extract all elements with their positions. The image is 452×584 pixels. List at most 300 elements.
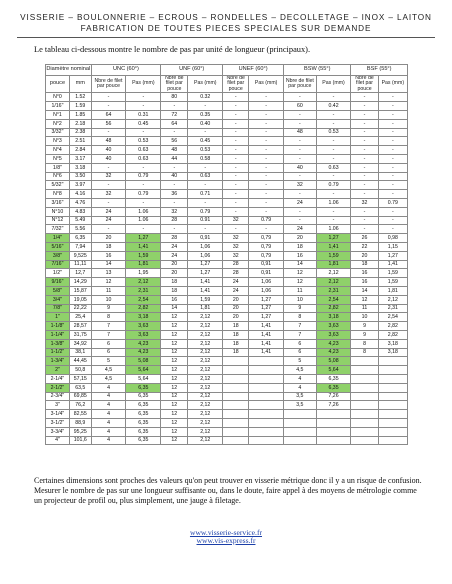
table-cell: 4 (91, 383, 126, 392)
header-unc-pas: Pas (mm) (126, 75, 161, 93)
table-cell: 4.83 (69, 207, 91, 216)
table-cell: - (284, 111, 317, 120)
table-cell: 1,41 (249, 348, 284, 357)
table-cell: 2,31 (316, 287, 351, 296)
table-cell: 28 (223, 260, 249, 269)
table-cell: - (223, 119, 249, 128)
table-cell: 25,4 (69, 313, 91, 322)
table-cell: - (284, 93, 317, 102)
table-row (46, 260, 408, 269)
table-cell: 0,91 (249, 269, 284, 278)
table-cell: 2,54 (378, 313, 407, 322)
table-cell: - (351, 181, 378, 190)
table-cell: 38,1 (69, 348, 91, 357)
table-cell: 4 (91, 418, 126, 427)
table-cell: 1/2" (46, 269, 70, 278)
table-cell: 4 (284, 383, 317, 392)
table-cell: - (223, 190, 249, 199)
table-cell: 101,6 (69, 436, 91, 445)
table-cell: 16 (351, 278, 378, 287)
table-cell: 12 (161, 401, 188, 410)
table-cell: - (249, 155, 284, 164)
table-row (46, 225, 408, 234)
table-cell: - (223, 163, 249, 172)
table-cell: 88,9 (69, 418, 91, 427)
table-cell: - (316, 207, 351, 216)
table-cell: - (316, 190, 351, 199)
table-cell: 12 (161, 366, 188, 375)
table-cell: 3.17 (69, 155, 91, 164)
table-cell: 1-1/4" (46, 331, 70, 340)
table-cell: - (378, 155, 407, 164)
table-cell: 4 (91, 392, 126, 401)
table-cell (249, 427, 284, 436)
table-cell: 5,64 (126, 366, 161, 375)
table-cell: 44,45 (69, 357, 91, 366)
table-row (46, 313, 408, 322)
table-cell (351, 401, 378, 410)
table-row (46, 234, 408, 243)
table-cell: - (91, 225, 126, 234)
table-cell: 3" (46, 401, 70, 410)
table-cell: - (378, 225, 407, 234)
table-cell: - (351, 102, 378, 111)
table-row (46, 111, 408, 120)
table-cell: 5,64 (316, 366, 351, 375)
table-cell: 12 (351, 295, 378, 304)
table-cell: - (316, 155, 351, 164)
table-cell: 28,57 (69, 322, 91, 331)
table-cell: - (161, 199, 188, 208)
table-cell (284, 418, 317, 427)
table-cell: 48 (284, 128, 317, 137)
table-cell: 12 (284, 269, 317, 278)
header-line-1: VISSERIE – BOULONNERIE – ECROUS – RONDELLES – DECOLLETAGE – INOX – LAITON (20, 13, 432, 22)
table-cell (223, 427, 249, 436)
table-cell: 0.79 (378, 199, 407, 208)
table-cell: 6 (91, 339, 126, 348)
table-cell: 1,59 (378, 269, 407, 278)
table-cell (284, 410, 317, 419)
table-cell: - (316, 93, 351, 102)
header-bsf-pas: Pas (mm) (378, 75, 407, 93)
table-cell: - (223, 155, 249, 164)
table-cell: 14 (91, 260, 126, 269)
table-cell: 64 (91, 111, 126, 120)
table-cell: 1.85 (69, 111, 91, 120)
table-cell: 9 (91, 304, 126, 313)
table-cell: 5/16" (46, 243, 70, 252)
table-cell: N°10 (46, 207, 70, 216)
table-cell: 1/4" (46, 234, 70, 243)
table-cell: 7 (284, 322, 317, 331)
table-cell: 1,27 (249, 304, 284, 313)
table-cell: 1,27 (126, 234, 161, 243)
table-cell (249, 374, 284, 383)
table-cell: - (249, 146, 284, 155)
table-cell: - (249, 93, 284, 102)
table-cell: 0,79 (249, 251, 284, 260)
table-cell: 1,59 (378, 278, 407, 287)
table-cell: 1,27 (188, 269, 223, 278)
table-row (46, 339, 408, 348)
table-cell: 10 (351, 313, 378, 322)
table-cell: 14 (351, 287, 378, 296)
table-cell: 2,12 (188, 374, 223, 383)
table-cell: 0,91 (249, 260, 284, 269)
table-cell: - (351, 216, 378, 225)
table-cell: 0.53 (126, 137, 161, 146)
table-cell (378, 427, 407, 436)
header-unef-pas: Pas (mm) (249, 75, 284, 93)
table-cell: 6,35 (126, 427, 161, 436)
table-cell: 8 (351, 348, 378, 357)
table-cell: - (188, 128, 223, 137)
table-cell: 18 (223, 339, 249, 348)
table-row (46, 102, 408, 111)
link-vis-express[interactable]: www.vis-express.fr (196, 536, 256, 545)
table-cell: - (351, 137, 378, 146)
table-cell (249, 357, 284, 366)
table-cell: N°1 (46, 111, 70, 120)
table-cell: 0.63 (316, 163, 351, 172)
table-cell: 64 (161, 119, 188, 128)
header-bsw-nbre: Nbre de filet par pouce (284, 75, 317, 93)
table-cell: 5/32" (46, 181, 70, 190)
table-cell: 3.18 (69, 163, 91, 172)
table-cell: 7,26 (316, 392, 351, 401)
table-cell (378, 401, 407, 410)
link-visserie-service[interactable]: www.visserie-service.fr (189, 528, 263, 537)
table-cell (378, 383, 407, 392)
table-cell: 20 (161, 260, 188, 269)
table-cell: 0.32 (188, 93, 223, 102)
table-cell: 8 (351, 339, 378, 348)
thread-pitch-table (45, 64, 408, 445)
table-cell: - (126, 199, 161, 208)
table-cell: - (378, 137, 407, 146)
table-cell: 19,05 (69, 295, 91, 304)
table-cell: 1,27 (249, 313, 284, 322)
table-cell: 6,35 (126, 383, 161, 392)
table-row (46, 383, 408, 392)
table-cell: 12 (161, 418, 188, 427)
table-cell: 1,95 (126, 269, 161, 278)
table-cell: - (91, 181, 126, 190)
table-cell: 4,23 (126, 339, 161, 348)
table-cell: 44 (161, 155, 188, 164)
table-cell: N°4 (46, 146, 70, 155)
table-cell: N°2 (46, 119, 70, 128)
table-cell: 9 (351, 331, 378, 340)
table-cell: 2,12 (188, 348, 223, 357)
table-cell: 1,41 (188, 278, 223, 287)
table-cell (249, 418, 284, 427)
table-cell: 1,59 (188, 295, 223, 304)
table-cell: 7 (91, 331, 126, 340)
table-cell: - (249, 119, 284, 128)
table-cell (351, 383, 378, 392)
table-cell (223, 410, 249, 419)
table-cell: - (249, 199, 284, 208)
table-cell: 18 (284, 243, 317, 252)
table-cell: - (249, 128, 284, 137)
table-cell: 2,12 (188, 418, 223, 427)
table-cell: 12 (161, 392, 188, 401)
table-cell (378, 418, 407, 427)
table-cell: - (351, 163, 378, 172)
header-unc: UNC (60°) (91, 65, 161, 76)
table-cell: 12 (91, 278, 126, 287)
table-cell: 56 (161, 137, 188, 146)
table-cell (351, 366, 378, 375)
table-cell: 2,12 (188, 339, 223, 348)
table-cell: 40 (91, 155, 126, 164)
table-cell: 3/16" (46, 199, 70, 208)
table-cell: 11 (284, 287, 317, 296)
table-cell: 31,75 (69, 331, 91, 340)
table-cell (378, 392, 407, 401)
table-row (46, 287, 408, 296)
table-cell: - (249, 163, 284, 172)
table-cell: N°3 (46, 137, 70, 146)
table-cell: 48 (91, 137, 126, 146)
table-cell: 1/16" (46, 102, 70, 111)
table-cell: - (188, 102, 223, 111)
table-cell: - (249, 181, 284, 190)
table-cell: 80 (161, 93, 188, 102)
table-cell (351, 357, 378, 366)
table-cell: 4 (284, 374, 317, 383)
table-cell: - (188, 181, 223, 190)
table-cell: 6 (91, 348, 126, 357)
table-cell: - (91, 163, 126, 172)
table-cell (223, 392, 249, 401)
table-cell (223, 366, 249, 375)
table-cell: 57,15 (69, 374, 91, 383)
table-cell: 2,12 (188, 392, 223, 401)
table-cell: 18 (223, 348, 249, 357)
table-cell: - (126, 102, 161, 111)
table-cell: - (161, 128, 188, 137)
table-cell: - (351, 146, 378, 155)
table-cell: 12 (161, 410, 188, 419)
table-cell: 3.97 (69, 181, 91, 190)
table-row (46, 155, 408, 164)
table-cell: 1,41 (316, 243, 351, 252)
header-unf-nbre: Nbre de filet par pouce (161, 75, 188, 93)
table-cell: - (284, 190, 317, 199)
table-row (46, 93, 408, 102)
table-cell: 2,82 (316, 304, 351, 313)
table-cell: 13 (91, 269, 126, 278)
table-cell: 0.63 (126, 155, 161, 164)
table-cell: - (249, 172, 284, 181)
table-cell: 28 (161, 234, 188, 243)
table-cell (351, 436, 378, 445)
table-cell: - (223, 146, 249, 155)
table-cell: 4 (91, 410, 126, 419)
table-cell: N°12 (46, 216, 70, 225)
table-cell: 6,35 (126, 410, 161, 419)
table-row (46, 269, 408, 278)
table-cell: - (223, 111, 249, 120)
table-cell: 10 (284, 295, 317, 304)
table-cell: 32 (223, 234, 249, 243)
table-cell: 34,92 (69, 339, 91, 348)
table-cell: - (378, 111, 407, 120)
table-cell: 0.45 (126, 119, 161, 128)
table-row (46, 322, 408, 331)
table-cell: 32 (91, 172, 126, 181)
table-cell: 2,12 (188, 436, 223, 445)
table-cell: 3,18 (378, 348, 407, 357)
table-cell: 1,41 (249, 331, 284, 340)
header-bsf-nbre: Nbre de filet par pouce (351, 75, 378, 93)
table-cell: 7/16" (46, 260, 70, 269)
table-cell: 11 (91, 287, 126, 296)
table-cell: 63,5 (69, 383, 91, 392)
table-cell: 11,11 (69, 260, 91, 269)
table-cell: 1,06 (188, 251, 223, 260)
table-cell: 12 (161, 313, 188, 322)
table-cell: - (316, 146, 351, 155)
table-cell: 1/8" (46, 163, 70, 172)
table-cell: 40 (284, 163, 317, 172)
table-cell: - (378, 216, 407, 225)
table-cell: 7,26 (316, 401, 351, 410)
table-cell (316, 436, 351, 445)
table-cell (378, 436, 407, 445)
table-cell (351, 374, 378, 383)
table-row (46, 348, 408, 357)
table-cell: 0.53 (316, 128, 351, 137)
table-cell: 1.52 (69, 93, 91, 102)
table-cell: 0.79 (126, 190, 161, 199)
table-cell: 2,12 (316, 278, 351, 287)
table-cell: 28 (223, 269, 249, 278)
table-cell: - (378, 181, 407, 190)
table-cell: 2.18 (69, 119, 91, 128)
table-cell: 40 (161, 172, 188, 181)
table-cell: 20 (91, 234, 126, 243)
table-cell: 1,41 (249, 339, 284, 348)
table-cell: - (378, 146, 407, 155)
table-cell (223, 401, 249, 410)
table-cell (351, 427, 378, 436)
table-cell: 0.79 (249, 216, 284, 225)
header-unc-nbre: Nbre de filet par pouce (91, 75, 126, 93)
table-cell: 12 (161, 436, 188, 445)
table-cell: 16 (284, 251, 317, 260)
table-cell: - (378, 163, 407, 172)
table-row (46, 146, 408, 155)
table-cell: 1.06 (316, 225, 351, 234)
table-cell: 4.76 (69, 199, 91, 208)
table-row (46, 331, 408, 340)
table-cell (249, 392, 284, 401)
table-row (46, 128, 408, 137)
table-cell (316, 418, 351, 427)
table-cell: 0.35 (188, 111, 223, 120)
table-cell: 4 (91, 427, 126, 436)
table-cell: - (249, 111, 284, 120)
table-cell: 16 (351, 269, 378, 278)
table-cell: 6,35 (126, 392, 161, 401)
table-cell: 9/16" (46, 278, 70, 287)
table-cell: - (351, 155, 378, 164)
table-cell: 4.16 (69, 190, 91, 199)
table-cell: 18 (223, 331, 249, 340)
table-cell: 3,18 (378, 339, 407, 348)
table-cell: - (378, 93, 407, 102)
table-cell: - (223, 93, 249, 102)
table-cell: 2,12 (188, 427, 223, 436)
table-cell: 2,82 (378, 331, 407, 340)
table-cell: 1-3/4" (46, 357, 70, 366)
table-cell: 3,5 (284, 392, 317, 401)
table-cell: 9,525 (69, 251, 91, 260)
table-cell: 12 (161, 383, 188, 392)
table-cell: - (378, 172, 407, 181)
table-cell: 9 (284, 304, 317, 313)
table-cell: 2,12 (378, 295, 407, 304)
table-cell: 6,35 (316, 374, 351, 383)
table-cell (351, 392, 378, 401)
table-cell: 0,79 (249, 243, 284, 252)
table-row (46, 295, 408, 304)
table-cell: 1.06 (316, 199, 351, 208)
table-cell: 3.50 (69, 172, 91, 181)
table-cell: 18 (223, 322, 249, 331)
table-cell: - (378, 207, 407, 216)
table-cell: 3,63 (126, 322, 161, 331)
table-cell (316, 427, 351, 436)
table-cell: 2,12 (188, 331, 223, 340)
table-cell: 0.79 (316, 181, 351, 190)
table-cell (249, 366, 284, 375)
header-unef-nbre: Nbre de filet par pouce (223, 75, 249, 93)
table-row (46, 374, 408, 383)
table-cell: 1,81 (316, 260, 351, 269)
table-cell: - (284, 137, 317, 146)
table-cell: 0.42 (316, 102, 351, 111)
table-cell: 5.49 (69, 216, 91, 225)
table-cell: 4,5 (284, 366, 317, 375)
table-cell (351, 410, 378, 419)
table-cell: 3,63 (316, 322, 351, 331)
table-cell: 3/8" (46, 251, 70, 260)
table-cell: 2,12 (188, 401, 223, 410)
table-cell: N°0 (46, 93, 70, 102)
table-cell: 4 (91, 436, 126, 445)
header-divider (17, 37, 435, 38)
table-cell: 20 (223, 295, 249, 304)
table-cell: - (126, 163, 161, 172)
table-cell: 4 (91, 401, 126, 410)
table-cell: - (351, 93, 378, 102)
table-cell: 7/8" (46, 304, 70, 313)
table-cell: 9 (351, 322, 378, 331)
table-cell: 3,63 (316, 331, 351, 340)
table-cell: - (351, 190, 378, 199)
table-row (46, 436, 408, 445)
table-cell: 24 (91, 207, 126, 216)
table-cell: 12 (161, 427, 188, 436)
table-cell: - (284, 216, 317, 225)
table-cell: 32 (223, 251, 249, 260)
table-cell: - (188, 199, 223, 208)
